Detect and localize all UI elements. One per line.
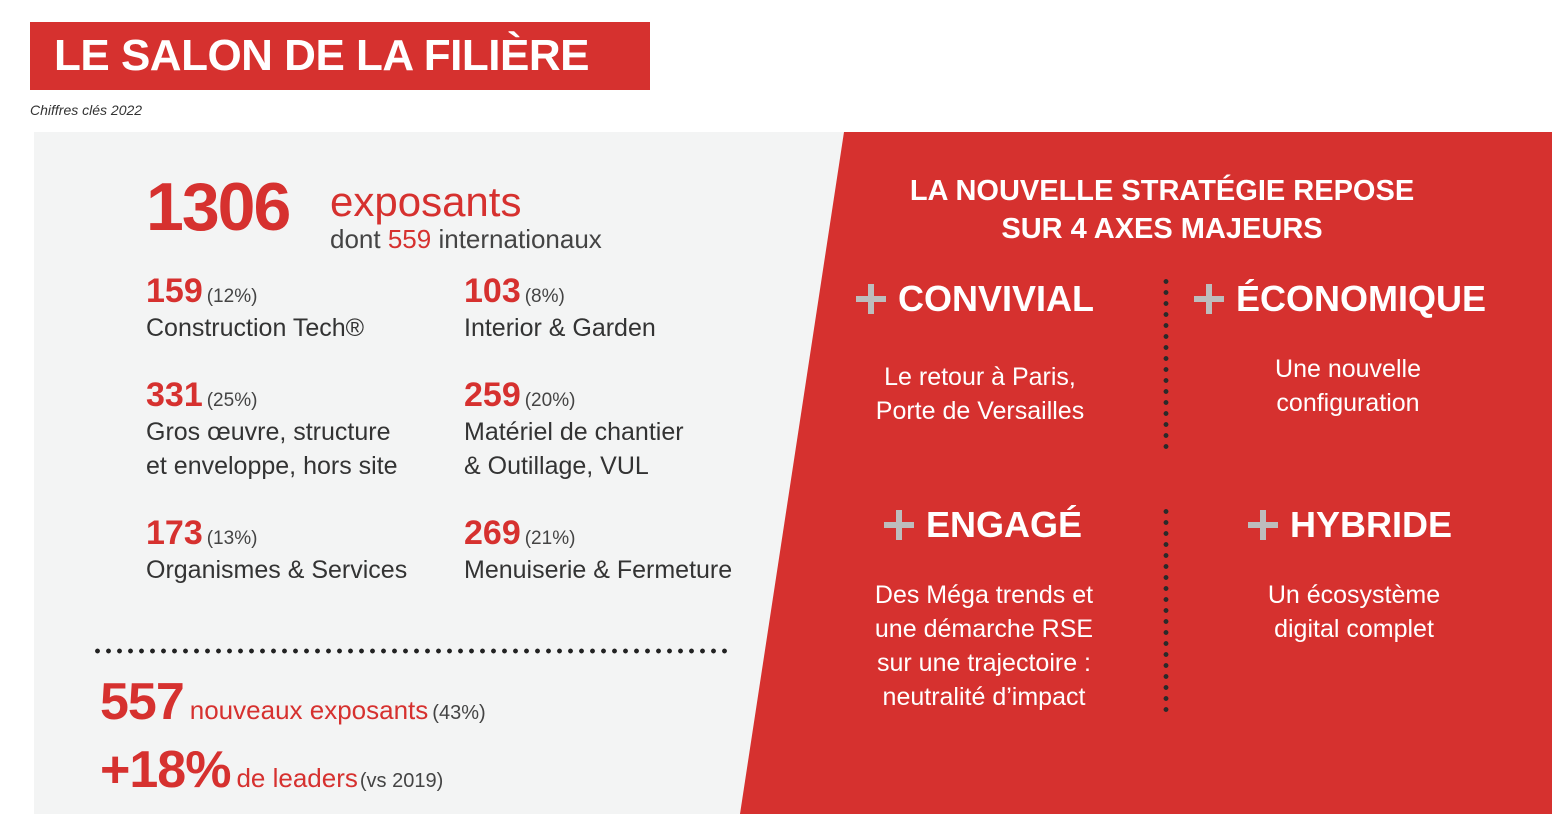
new-exhibitors — [100, 672, 486, 732]
category-construction-tech — [146, 272, 364, 345]
axis-name: ÉCONOMIQUE — [1236, 278, 1487, 319]
axis-desc-line1: Une nouvelle — [1275, 355, 1421, 383]
vertical-divider-top — [1163, 276, 1169, 452]
axis-desc-line2: configuration — [1276, 389, 1420, 417]
axis-economique — [1194, 278, 1486, 320]
axis-convivial — [856, 278, 1094, 320]
category-label-line2: et enveloppe, hors site — [146, 452, 398, 480]
axis-hybride-desc — [1214, 578, 1494, 646]
category-label: Organismes & Services — [146, 556, 408, 584]
plus-icon — [856, 284, 886, 314]
axis-desc-line3: sur une trajectoire : — [877, 649, 1091, 677]
category-pct: (8%) — [524, 286, 565, 307]
new-exhibitors-count: 557 — [100, 673, 184, 731]
category-label: Gros œuvre, structure — [146, 418, 391, 446]
vertical-divider-bottom — [1163, 506, 1169, 712]
axis-name: HYBRIDE — [1290, 504, 1453, 545]
category-pct: (25%) — [206, 390, 258, 411]
intl-prefix: dont — [330, 224, 381, 254]
category-count: 331 — [146, 376, 203, 414]
intl-suffix: internationaux — [438, 224, 602, 254]
axis-convivial-desc — [840, 360, 1120, 428]
category-count: 159 — [146, 272, 203, 310]
category-organismes — [146, 514, 407, 587]
axis-desc-line1: Un écosystème — [1267, 581, 1441, 609]
axis-desc-line2: digital complet — [1274, 615, 1434, 643]
leaders-value: +18% — [100, 741, 231, 799]
axis-name: ENGAGÉ — [926, 504, 1083, 545]
dotted-divider — [92, 648, 732, 654]
new-exhibitors-label: nouveaux exposants — [189, 695, 429, 725]
axis-desc-line1: Le retour à Paris, — [884, 363, 1076, 391]
axis-engage-desc — [834, 578, 1134, 714]
axis-economique-desc — [1208, 352, 1488, 420]
axis-hybride — [1248, 504, 1452, 546]
total-exhibitors-label: exposants — [330, 178, 522, 225]
axis-desc-line1: Des Méga trends et — [874, 581, 1094, 609]
category-count: 173 — [146, 514, 203, 552]
category-gros-oeuvre — [146, 376, 398, 483]
category-interior-garden — [464, 272, 656, 345]
strategy-title-line1: LA NOUVELLE STRATÉGIE REPOSE — [909, 175, 1415, 207]
intl-count: 559 — [387, 224, 432, 254]
total-exhibitors: 1306 — [146, 169, 290, 245]
plus-icon — [1248, 510, 1278, 540]
axis-desc-line2: une démarche RSE — [874, 615, 1094, 643]
international-exhibitors — [330, 224, 602, 255]
category-pct: (12%) — [206, 286, 258, 307]
leaders-stat — [100, 740, 443, 800]
leaders-note: (vs 2019) — [359, 770, 444, 792]
new-exhibitors-pct: (43%) — [432, 702, 486, 724]
axis-engage — [884, 504, 1082, 546]
leaders-label: de leaders — [236, 763, 358, 793]
category-materiel-chantier — [464, 376, 684, 483]
category-pct: (20%) — [524, 390, 576, 411]
page-title: LE SALON DE LA FILIÈRE — [30, 22, 650, 90]
category-menuiserie — [464, 514, 732, 587]
category-label-line2: & Outillage, VUL — [464, 452, 649, 480]
category-pct: (13%) — [206, 528, 258, 549]
axis-desc-line4: neutralité d’impact — [882, 683, 1086, 711]
category-label: Matériel de chantier — [464, 418, 684, 446]
strategy-title — [862, 172, 1462, 248]
strategy-title-line2: SUR 4 AXES MAJEURS — [1001, 213, 1323, 245]
plus-icon — [1194, 284, 1224, 314]
category-label: Menuiserie & Fermeture — [464, 556, 733, 584]
subtitle: Chiffres clés 2022 — [30, 102, 143, 118]
category-pct: (21%) — [524, 528, 576, 549]
category-label: Interior & Garden — [464, 314, 656, 342]
category-count: 269 — [464, 514, 521, 552]
axis-name: CONVIVIAL — [898, 278, 1095, 319]
plus-icon — [884, 510, 914, 540]
category-count: 259 — [464, 376, 521, 414]
axis-desc-line2: Porte de Versailles — [875, 397, 1085, 425]
category-label: Construction Tech® — [146, 314, 365, 342]
category-count: 103 — [464, 272, 521, 310]
